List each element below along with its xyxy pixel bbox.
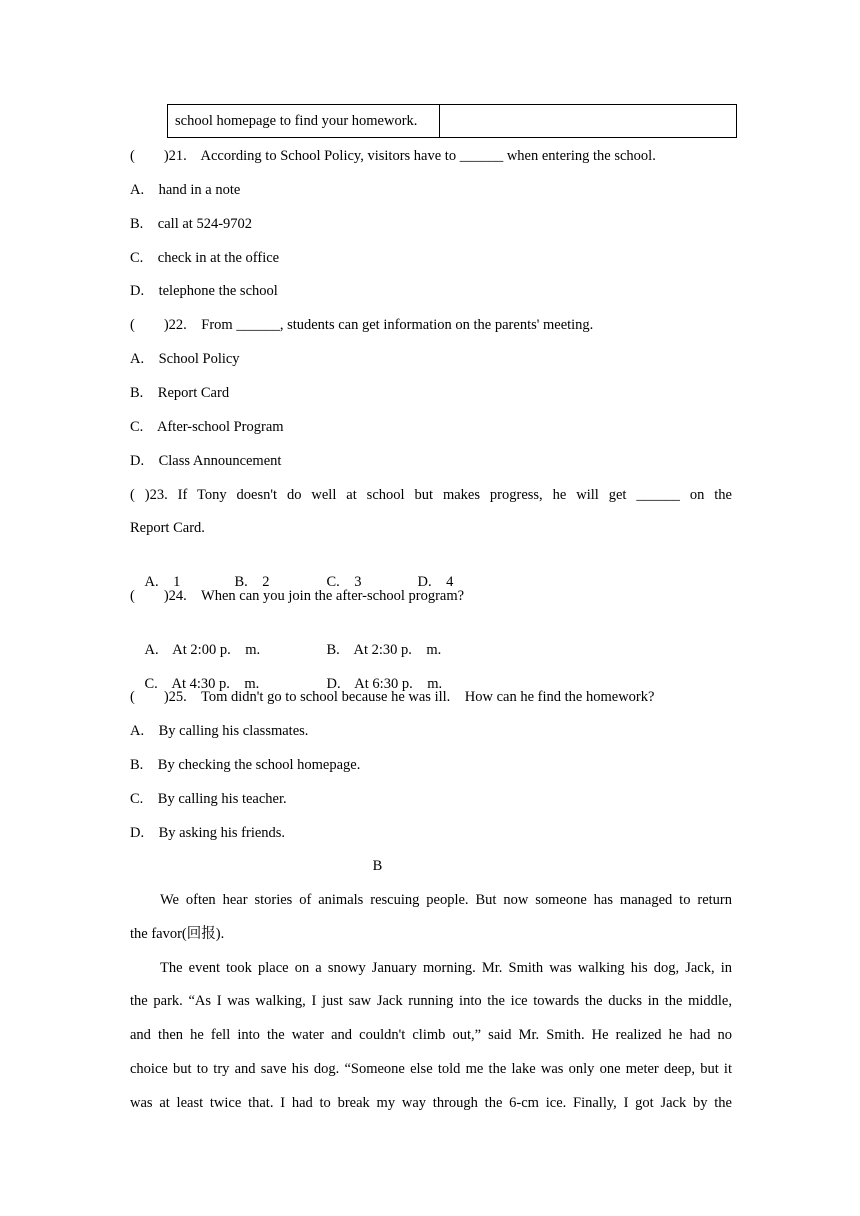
passage-line: was at least twice that. I had to break my way through the 6-cm ice. Finally, I got Jack by the <box>130 1095 732 1111</box>
question-25-option-a: A. By calling his classmates. <box>130 723 309 739</box>
question-23-stem-cont: Report Card. <box>130 520 205 536</box>
question-24-option-a: A. At 2:00 p. m. <box>144 642 261 658</box>
question-21-option-d: D. telephone the school <box>130 283 278 299</box>
question-25-option-b: B. By checking the school homepage. <box>130 757 361 773</box>
question-25-stem: ( )25. Tom didn't go to school because he was ill. How can he find the homework? <box>130 689 655 705</box>
question-21-stem: ( )21. According to School Policy, visitors have to ______ when entering the school. <box>130 148 656 164</box>
question-22-stem: ( )22. From ______, students can get information on the parents' meeting. <box>130 317 594 333</box>
question-23-option-b: B. 2 <box>234 574 270 590</box>
passage-line: the favor(回报). <box>130 926 225 942</box>
question-22-option-c: C. After-school Program <box>130 419 284 435</box>
question-21-option-c: C. check in at the office <box>130 250 280 266</box>
question-23-stem: ( )23. If Tony doesn't do well at school but makes progress, he will get ______ on the <box>130 487 732 503</box>
question-24-option-c: C. At 4:30 p. m. <box>144 676 260 692</box>
question-25-option-c: C. By calling his teacher. <box>130 791 287 807</box>
info-table-row <box>167 104 737 138</box>
question-25-option-d: D. By asking his friends. <box>130 825 286 841</box>
passage-line: The event took place on a snowy January morning. Mr. Smith was walking his dog, Jack, in <box>160 960 732 976</box>
passage-line: choice but to try and save his dog. “Someone else told me the lake was only one meter deep, but it <box>130 1061 732 1077</box>
passage-line: the park. “As I was walking, I just saw Jack running into the ice towards the ducks in the middle, <box>130 993 732 1009</box>
table-cell-text: school homepage to find your homework. <box>168 105 440 137</box>
table-cell-empty <box>440 105 736 137</box>
question-21-option-a: A. hand in a note <box>130 182 241 198</box>
question-24-option-b: B. At 2:30 p. m. <box>326 642 442 658</box>
question-22-option-d: D. Class Announcement <box>130 453 282 469</box>
question-23-option-c: C. 3 <box>326 574 362 590</box>
question-24-stem: ( )24. When can you join the after-school program? <box>130 588 465 604</box>
question-21-option-b: B. call at 524-9702 <box>130 216 253 232</box>
question-22-option-b: B. Report Card <box>130 385 230 401</box>
question-23-option-a: A. 1 <box>144 574 181 590</box>
passage-line: and then he fell into the water and couldn't climb out,” said Mr. Smith. He realized he had no <box>130 1027 732 1043</box>
question-22-option-a: A. School Policy <box>130 351 240 367</box>
section-heading: B <box>372 858 383 874</box>
question-23-option-d: D. 4 <box>417 574 454 590</box>
question-24-option-d: D. At 6:30 p. m. <box>326 676 443 692</box>
passage-line: We often hear stories of animals rescuing people. But now someone has managed to return <box>160 892 732 908</box>
